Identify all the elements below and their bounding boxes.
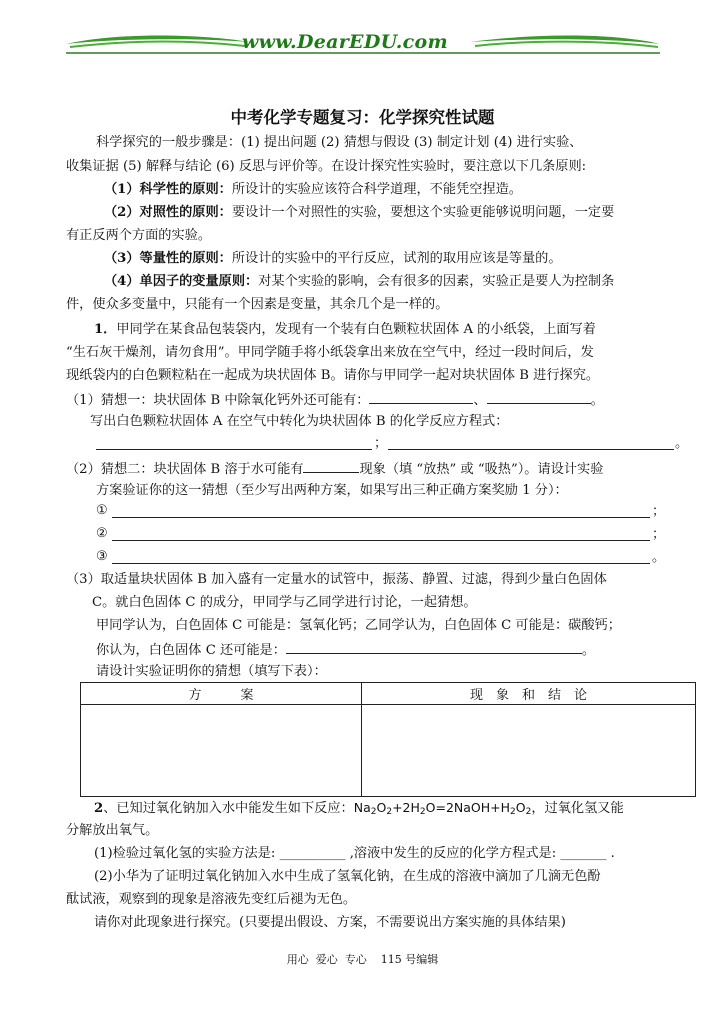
guess-2-cont: 方案验证你的这一猜想（至少写出两种方案，如果写出三种正确方案奖励 1 分）：: [96, 483, 568, 498]
period-c3: 。: [652, 550, 666, 565]
guess-3-line-1: （3）取适量块状固体 B 加入盛有一定量水的试管中，振荡、静置、过滤，得到少量白色固体: [66, 572, 607, 587]
equation-blank-2[interactable]: [388, 448, 674, 450]
table-cell-result[interactable]: [362, 705, 696, 797]
table-prompt: 请设计实验证明你的猜想（填写下表）：: [96, 664, 327, 679]
q1-line-3: 现纸袋内的白色颗粒粘在一起成为块状固体 B。请你与甲同学一起对块状固体 B 进行探究。: [66, 368, 600, 383]
intro-line-2: 收集证据 (5) 解释与结论 (6) 反思与评价等。在设计探究性实验时，要注意以下几条原则:: [66, 159, 587, 174]
guess-1: （1）猜想一：块状固体 B 中除氧化钙外还可能有： 、 。: [66, 390, 604, 410]
principle-4-cont: 件，使众多变量中，只能有一个因素是变量，其余几个是一样的。: [66, 297, 449, 312]
principle-3: （3）等量性的原则：所设计的实验中的平行反应，试剂的取用应该是等量的。: [104, 251, 562, 266]
q2-line-4: (2)小华为了证明过氧化钠加入水中生成了氢氧化钠，在生成的溶液中滴加了几滴无色酚: [94, 869, 601, 884]
principle-2: （2）对照性的原则：要设计一个对照性的实验，要想这个实验更能够说明问题，一定要: [104, 205, 615, 220]
plan-blank-2[interactable]: [112, 539, 650, 541]
q1-line-1: 1．甲同学在某食品包装袋内，发现有一个装有白色颗粒状固体 A 的小纸袋，上面写着: [94, 322, 596, 337]
circle-1: ①: [96, 503, 108, 518]
semicolon-c2: ；: [652, 527, 666, 542]
q2-line-1: 2、已知过氧化钠加入水中能发生如下反应：$Na_2O_2+2H_2O=2NaOH+H_2O_2$，过氧化氢又能: [94, 800, 624, 817]
intro-line-1: 科学探究的一般步骤是：(1) 提出问题 (2) 猜想与假设 (3) 制定计划 (4) 进行实验、: [96, 135, 583, 150]
q2-line-5: 酞试液，观察到的现象是溶液先变红后褪为无色。: [66, 892, 357, 907]
q2-line-6: 请你对此现象进行探究。(只要提出假设、方案，不需要说出方案实施的具体结果): [94, 915, 566, 930]
principle-1: （1）科学性的原则：所设计的实验应该符合科学道理，不能凭空捏造。: [104, 182, 522, 197]
circle-2: ②: [96, 526, 108, 541]
answer-blank-3[interactable]: [286, 640, 582, 654]
guess-1-equation-prompt: 写出白色颗粒状固体 A 在空气中转化为块状固体 B 的化学反应方程式：: [90, 414, 509, 429]
page-footer: 用心 爱心 专心 115 号编辑: [286, 953, 439, 966]
plan-blank-3[interactable]: [112, 562, 650, 564]
circle-3: ③: [96, 549, 108, 564]
q2-line-3: (1)检验过氧化氢的实验方法是: __________ ,溶液中发生的反应的化学方程式是: _______ .: [94, 846, 615, 861]
principle-2-cont: 有正反两个方面的实验。: [66, 228, 212, 243]
equation-blank-1[interactable]: [96, 448, 372, 450]
answer-blank-1a[interactable]: [369, 390, 473, 404]
guess-3-line-3: 甲同学认为，白色固体 C 可能是：氢氧化钙；乙同学认为，白色固体 C 可能是：碳酸钙；: [96, 618, 621, 633]
table-header-result: 现 象 和 结 论: [362, 683, 696, 705]
semicolon-1: ；: [374, 436, 388, 451]
answer-blank-1b[interactable]: [487, 390, 591, 404]
page-title: 中考化学专题复习：化学探究性试题: [230, 108, 495, 127]
reaction-equation: $Na_2O_2+2H_2O=2NaOH+H_2O_2$: [353, 800, 532, 817]
plan-blank-1[interactable]: [112, 516, 650, 518]
q1-line-2: “生石灰干燥剂，请勿食用”。甲同学随手将小纸袋拿出来放在空气中，经过一段时间后，发: [66, 345, 594, 360]
site-name[interactable]: www.DearEDU.com: [242, 31, 448, 53]
q2-line-2: 分解放出氧气。: [66, 823, 159, 838]
experiment-table: [80, 682, 696, 797]
right-swoosh: [470, 36, 660, 45]
guess-3-line-2: C。就白色固体 C 的成分，甲同学与乙同学进行讨论，一起猜想。: [92, 595, 477, 610]
semicolon-c1: ；: [652, 504, 666, 519]
guess-3-line-4: 你认为，白色固体 C 还可能是： 。: [96, 640, 595, 660]
period-1: 。: [675, 436, 689, 451]
principle-4: （4）单因子的变量原则：对某个实验的影响，会有很多的因素，实验正是要人为控制条: [104, 274, 615, 289]
left-swoosh: [66, 36, 250, 45]
answer-blank-2[interactable]: [303, 459, 359, 473]
table-cell-plan[interactable]: [81, 705, 362, 797]
guess-2: （2）猜想二：块状固体 B 溶于水可能有 现象（填 “放热” 或 “吸热”）。请设计实验: [66, 459, 603, 479]
table-header-plan: 方 案: [81, 683, 362, 705]
